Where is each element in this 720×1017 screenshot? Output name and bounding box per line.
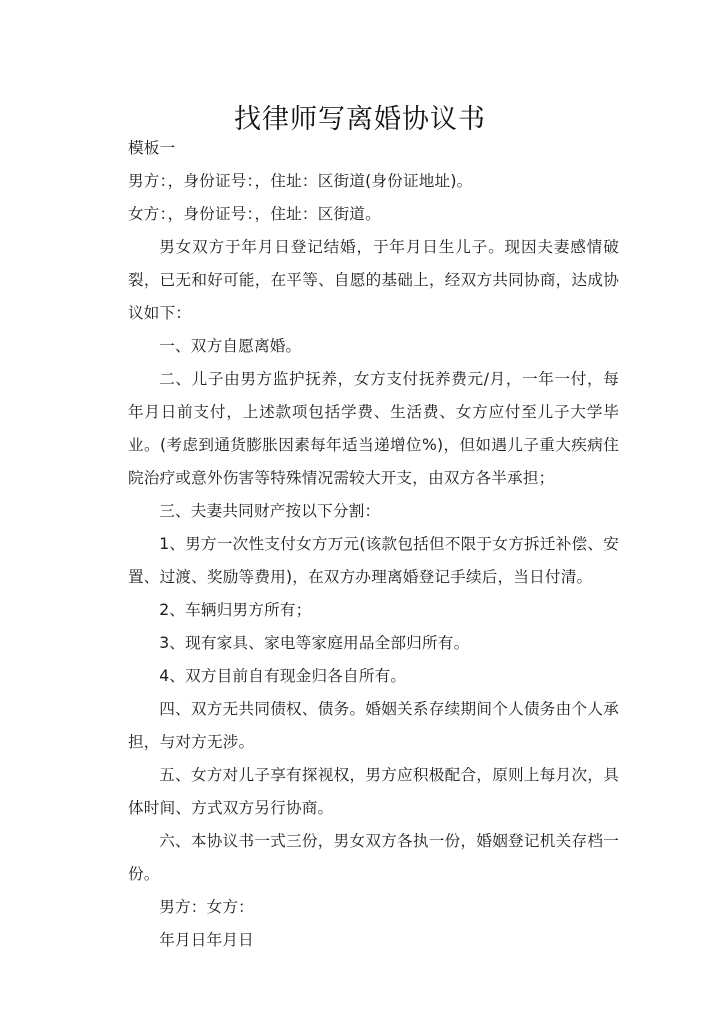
- paragraph-clause-3-item-2: 2、车辆归男方所有；: [159, 601, 312, 619]
- paragraph-clause-4: 四、双方无共同债权、债务。婚姻关系存续期间个人债务由个人承担，与对方无涉。: [128, 700, 619, 751]
- paragraph-wife-info: 女方：，身份证号：，住址：区街道。: [128, 205, 381, 223]
- paragraph-date-line: 年月日年月日: [159, 931, 254, 949]
- paragraph-clause-2: 二、儿子由男方监护抚养，女方支付抚养费元/月，一年一付，每年月日前支付，上述款项包括学费、生活费、女方应付至儿子大学毕业。(考虑到通货膨胀因素每年适当递增位%)，但如遇儿子重大疾病住院治疗或意外伤害等特殊情况需较大开支，由双方各半承担；: [128, 370, 619, 487]
- document-body: [128, 132, 619, 957]
- paragraph-husband-info: 男方：，身份证号：，住址：区街道(身份证地址)。: [128, 172, 473, 190]
- paragraph-clause-3: 三、夫妻共同财产按以下分割：: [159, 502, 381, 520]
- paragraph-clause-3-item-3: 3、现有家具、家电等家庭用品全部归所有。: [159, 634, 470, 652]
- paragraph-clause-5: 五、女方对儿子享有探视权，男方应积极配合，原则上每月次，具体时间、方式双方另行协商。: [128, 766, 619, 817]
- paragraph-clause-1: 一、双方自愿离婚。: [159, 337, 302, 355]
- paragraph-preamble: 男女双方于年月日登记结婚，于年月日生儿子。现因夫妻感情破裂，已无和好可能，在平等、自愿的基础上，经双方共同协商，达成协议如下：: [128, 238, 619, 322]
- page-title: 找律师写离婚协议书: [234, 104, 486, 136]
- paragraph-template-label: 模板一: [128, 139, 176, 157]
- paragraph-signature-line: 男方：女方：: [159, 898, 254, 916]
- paragraph-clause-3-item-4: 4、双方目前自有现金归各自所有。: [159, 667, 407, 685]
- paragraph-clause-3-item-1: 1、男方一次性支付女方万元(该款包括但不限于女方拆迁补偿、安置、过渡、奖励等费用)，在双方办理离婚登记手续后，当日付清。: [128, 535, 619, 586]
- paragraph-clause-6: 六、本协议书一式三份，男女双方各执一份，婚姻登记机关存档一份。: [128, 832, 619, 883]
